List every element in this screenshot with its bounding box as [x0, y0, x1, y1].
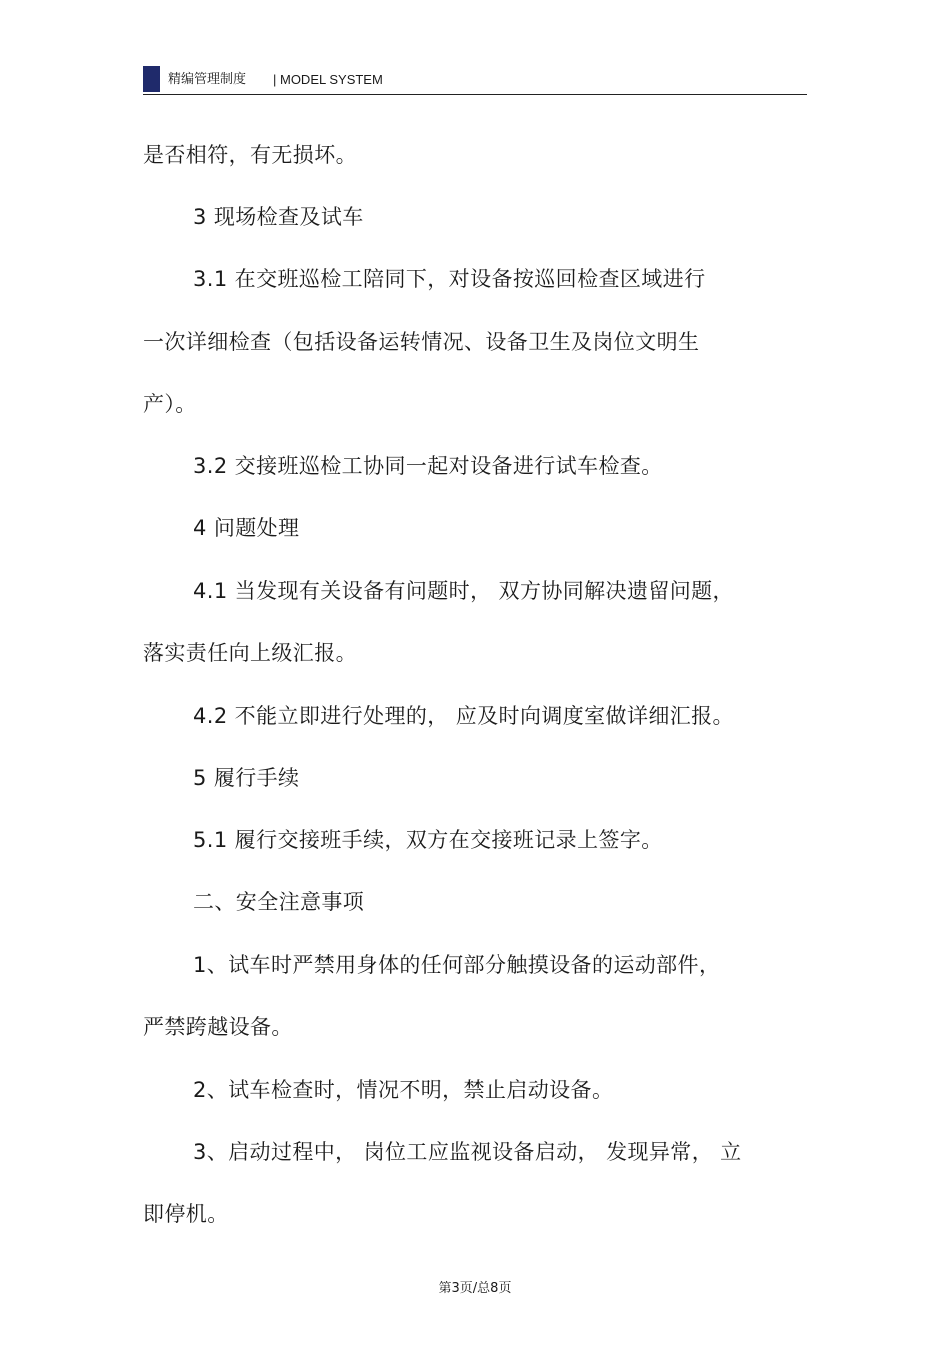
header-title-cn: 精编管理制度 — [168, 72, 247, 87]
page-header — [143, 66, 807, 96]
section-heading: 3 现场检查及试车 — [193, 205, 364, 229]
section-heading: 5 履行手续 — [193, 766, 300, 790]
text-line: 3、启动过程中， 岗位工应监视设备启动， 发现异常， 立 — [193, 1140, 742, 1164]
text-line: 4.2 不能立即进行处理的， 应及时向调度室做详细汇报。 — [193, 704, 734, 728]
text-line: 5.1 履行交接班手续，双方在交接班记录上签字。 — [193, 828, 663, 852]
text-line: 1、试车时严禁用身体的任何部分触摸设备的运动部件， — [193, 953, 721, 977]
text-line: 3.1 在交班巡检工陪同下，对设备按巡回检查区域进行 — [193, 267, 706, 291]
text-line: 2、试车检查时，情况不明，禁止启动设备。 — [193, 1078, 614, 1102]
section-heading: 二、安全注意事项 — [193, 890, 365, 914]
text-line: 4.1 当发现有关设备有问题时， 双方协同解决遗留问题， — [193, 579, 734, 603]
text-line: 是否相符，有无损坏。 — [143, 143, 357, 167]
header-title-en: | MODEL SYSTEM — [273, 72, 383, 87]
header-divider — [143, 94, 807, 95]
page-number: 第3页/总8页 — [438, 1281, 512, 1296]
logo-icon — [143, 66, 160, 92]
text-line: 严禁跨越设备。 — [143, 1015, 293, 1039]
text-line: 落实责任向上级汇报。 — [143, 641, 357, 665]
section-heading: 4 问题处理 — [193, 516, 300, 540]
text-line: 产）。 — [143, 392, 197, 416]
text-line: 即停机。 — [143, 1202, 229, 1226]
text-line: 3.2 交接班巡检工协同一起对设备进行试车检查。 — [193, 454, 663, 478]
text-line: 一次详细检查（包括设备运转情况、设备卫生及岗位文明生 — [143, 330, 700, 354]
